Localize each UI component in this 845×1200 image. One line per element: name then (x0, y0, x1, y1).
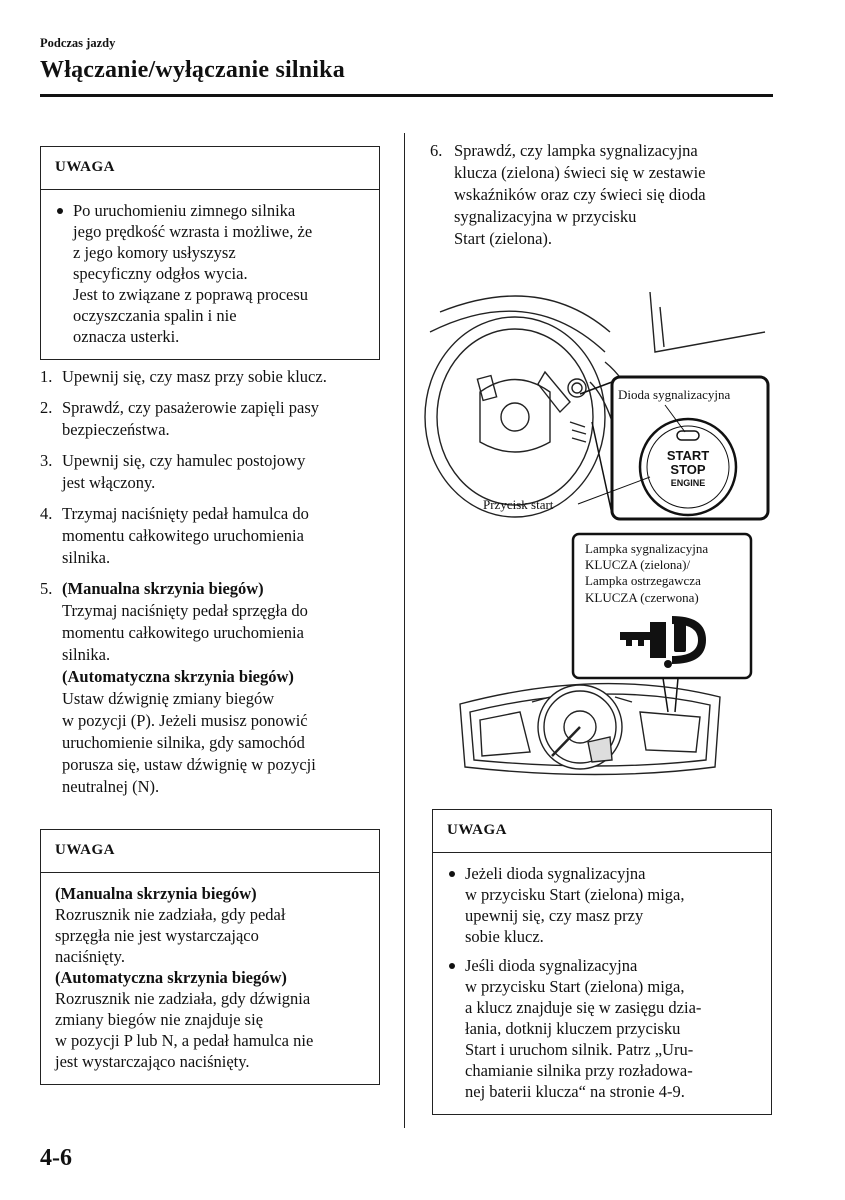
note-line: Jeżeli dioda sygnalizacyjna (465, 864, 646, 883)
button-label-engine: ENGINE (670, 478, 706, 488)
step-number: 6. (430, 141, 443, 160)
step-item-6 (430, 140, 780, 259)
note-line: sprzęgła nie jest wystarczająco (55, 926, 259, 945)
note-line: sobie klucz. (465, 927, 544, 946)
step-number: 2. (40, 398, 53, 417)
steps-list (40, 366, 390, 807)
title-divider (40, 94, 773, 97)
note-box-top (40, 146, 380, 360)
note-line: w pozycji P lub N, a pedał hamulca nie (55, 1031, 314, 1050)
step-line: Sprawdź, czy pasażerowie zapięli pasy (62, 398, 320, 417)
step-line: Trzymaj naciśnięty pedał sprzęgła do (62, 601, 308, 620)
note-bullet (445, 863, 759, 947)
note-line: Rozrusznik nie zadziała, gdy dźwignia (55, 989, 311, 1008)
step-item (40, 397, 390, 441)
step-line: Sprawdź, czy lampka sygnalizacyjna (454, 141, 698, 160)
step-number: 4. (40, 504, 53, 523)
note-body (41, 190, 379, 359)
note-line: w przycisku Start (zielona) miga, (465, 977, 685, 996)
note-line: jest wystarczająco naciśnięty. (55, 1052, 250, 1071)
callout-indicator-label: Dioda sygnalizacyjna (618, 387, 731, 402)
note-line: chamianie silnika przy rozładowa- (465, 1061, 693, 1080)
note-heading: UWAGA (41, 830, 379, 873)
step-line: Upewnij się, czy hamulec postojowy (62, 451, 306, 470)
dashboard-illustration (420, 272, 775, 792)
instrument-cluster (460, 684, 720, 775)
note-line: oznacza usterki. (73, 327, 180, 346)
start-button-callout (483, 377, 768, 519)
note-line: nej baterii klucza“ na stronie 4-9. (465, 1082, 685, 1101)
step-line: uruchomienie silnika, gdy samochód (62, 733, 305, 752)
note-heading: UWAGA (41, 147, 379, 190)
step-number: 3. (40, 451, 53, 470)
indicator-led (677, 431, 699, 440)
note-body (41, 873, 379, 1084)
step-line: bezpieczeństwa. (62, 420, 170, 439)
callout-key-line: Lampka ostrzegawcza (585, 573, 701, 588)
note-bullet (53, 200, 367, 347)
note-line: upewnij się, czy masz przy (465, 906, 644, 925)
note-line: Start i uruchom silnik. Patrz „Uru- (465, 1040, 694, 1059)
note-box-right (432, 809, 772, 1115)
note-line: Jest to związane z poprawą procesu (73, 285, 309, 304)
step-line: klucza (zielona) świeci się w zestawie (454, 163, 706, 182)
callout-button-label: Przycisk start (483, 497, 554, 512)
step-item (40, 366, 390, 388)
note-line: w przycisku Start (zielona) miga, (465, 885, 685, 904)
note-line: jego prędkość wzrasta i możliwe, że (73, 222, 313, 241)
note-line: Jeśli dioda sygnalizacyjna (465, 956, 638, 975)
step-subtitle: (Manualna skrzynia biegów) (62, 579, 264, 598)
note-line: z jego komory usłyszysz (73, 243, 236, 262)
step-item (430, 140, 780, 250)
step-line: momentu całkowitego uruchomienia (62, 526, 304, 545)
note-heading: UWAGA (433, 810, 771, 853)
button-label-stop: STOP (670, 462, 706, 477)
step-line: porusza się, ustaw dźwignię w pozycji (62, 755, 316, 774)
note-line: Po uruchomieniu zimnego silnika (73, 201, 296, 220)
step-line: silnika. (62, 645, 111, 664)
note-line: łania, dotknij kluczem przycisku (465, 1019, 681, 1038)
note-subtitle: (Automatyczna skrzynia biegów) (55, 968, 287, 987)
step-number: 5. (40, 579, 53, 598)
step-line: Ustaw dźwignię zmiany biegów (62, 689, 275, 708)
callout-key-line: KLUCZA (czerwona) (585, 590, 699, 605)
note-box-bottom-left (40, 829, 380, 1085)
column-divider (404, 133, 405, 1128)
note-line: a klucz znajduje się w zasięgu dzia- (465, 998, 702, 1017)
note-subtitle: (Manualna skrzynia biegów) (55, 884, 257, 903)
button-label-start: START (666, 448, 710, 463)
note-line: oczyszczania spalin i nie (73, 306, 237, 325)
step-line: Trzymaj naciśnięty pedał hamulca do (62, 504, 309, 523)
step-line: neutralnej (N). (62, 777, 160, 796)
key-indicator-callout (573, 534, 751, 712)
callout-key-line: KLUCZA (zielona)/ (585, 557, 691, 572)
step-item (40, 578, 390, 798)
step-number: 1. (40, 367, 53, 386)
step-subtitle: (Automatyczna skrzynia biegów) (62, 667, 294, 686)
note-line: Rozrusznik nie zadziała, gdy pedał (55, 905, 286, 924)
note-line: specyficzny odgłos wycia. (73, 264, 248, 283)
page-title: Włączanie/wyłączanie silnika (40, 57, 345, 83)
page-number: 4-6 (40, 1145, 72, 1171)
step-line: w pozycji (P). Jeżeli musisz ponowić (62, 711, 308, 730)
note-body (433, 853, 771, 1114)
callout-key-line: Lampka sygnalizacyjna (585, 541, 709, 556)
note-bullet (445, 955, 759, 1102)
section-label: Podczas jazdy (40, 36, 116, 50)
step-item (40, 503, 390, 569)
step-line: Upewnij się, czy masz przy sobie klucz. (62, 367, 327, 386)
step-line: Start (zielona). (454, 229, 553, 248)
step-line: sygnalizacyjna w przycisku (454, 207, 637, 226)
note-line: zmiany biegów nie znajduje się (55, 1010, 264, 1029)
step-line: jest włączony. (62, 473, 156, 492)
step-item (40, 450, 390, 494)
step-line: momentu całkowitego uruchomienia (62, 623, 304, 642)
note-line: naciśnięty. (55, 947, 125, 966)
step-line: wskaźników oraz czy świeci się dioda (454, 185, 706, 204)
step-line: silnika. (62, 548, 111, 567)
